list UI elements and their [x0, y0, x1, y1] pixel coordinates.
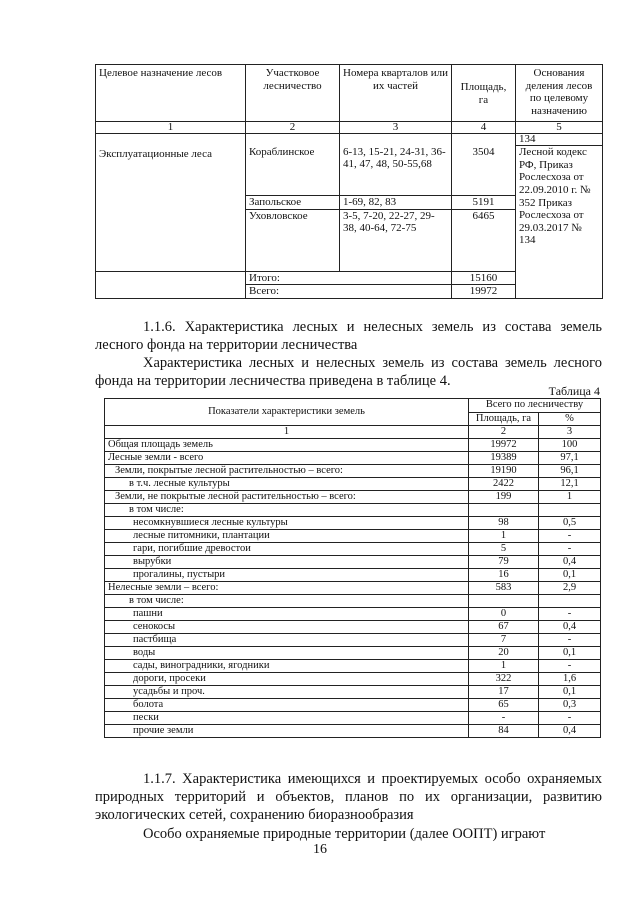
table-row	[105, 725, 601, 738]
row-percent	[539, 595, 601, 608]
division-basis: Лесной кодекс РФ, Приказ Рослесхоза от 22.09.2010 г. № 352 Приказ Рослесхоза от 29.03.2017 № 134	[516, 146, 603, 299]
row-area: 84	[469, 725, 539, 738]
land-characteristics-table	[104, 398, 601, 738]
column-number: 1	[96, 122, 246, 134]
table-row	[105, 595, 601, 608]
table-row	[105, 478, 601, 491]
quarter-numbers: 3-5, 7-20, 22-27, 29-38, 40-64, 72-75	[340, 209, 452, 271]
forest-category: Эксплуатационные леса	[96, 134, 246, 272]
row-percent: 1,6	[539, 673, 601, 686]
row-percent: 1	[539, 491, 601, 504]
table-row	[105, 660, 601, 673]
row-label: сады, виноградники, ягодники	[105, 660, 469, 673]
row-label: воды	[105, 647, 469, 660]
header-indicator: Показатели характеристики земель	[105, 399, 469, 426]
row-area	[469, 595, 539, 608]
table-row	[105, 556, 601, 569]
row-label: пастбища	[105, 634, 469, 647]
row-label: лесные питомники, плантации	[105, 530, 469, 543]
table-row	[105, 608, 601, 621]
row-area: 7	[469, 634, 539, 647]
row-percent: 0,3	[539, 699, 601, 712]
row-label: болота	[105, 699, 469, 712]
column-number: 3	[539, 426, 601, 439]
row-area: 0	[469, 608, 539, 621]
forest-purpose-table	[95, 64, 603, 299]
table-row	[105, 491, 601, 504]
header-group: Всего по лесничеству	[469, 399, 601, 413]
vsego-label: Всего:	[246, 285, 452, 299]
row-area: 16	[469, 569, 539, 582]
row-percent: -	[539, 530, 601, 543]
row-label: пашни	[105, 608, 469, 621]
quarter-numbers: 1-69, 82, 83	[340, 196, 452, 210]
table-row	[105, 634, 601, 647]
header-cell: Основания деления лесов по целевому назначению	[516, 65, 603, 122]
table-row	[105, 699, 601, 712]
column-number: 2	[469, 426, 539, 439]
row-percent: 96,1	[539, 465, 601, 478]
row-label: Лесные земли - всего	[105, 452, 469, 465]
section-heading-116: 1.1.6. Характеристика лесных и нелесных земель из состава земель лесного фонда на территории лесничества	[95, 319, 602, 353]
table-row	[105, 647, 601, 660]
row-percent	[539, 504, 601, 517]
row-label: Нелесные земли – всего:	[105, 582, 469, 595]
row-area: 19389	[469, 452, 539, 465]
row-label: Общая площадь земель	[105, 439, 469, 452]
table-row	[105, 712, 601, 725]
row-area: 2422	[469, 478, 539, 491]
section-text-116: Характеристика лесных и нелесных земель из состава земель лесного фонда на территории лесничества приведена в таблице 4.	[95, 355, 602, 389]
table-row	[105, 543, 601, 556]
row-area: 5	[469, 543, 539, 556]
header-cell: Целевое назначение лесов	[96, 65, 246, 122]
row-area: 98	[469, 517, 539, 530]
header-area: Площадь, га	[469, 412, 539, 426]
column-number-row	[105, 426, 601, 439]
row-area	[469, 504, 539, 517]
row-area: 199	[469, 491, 539, 504]
table-row	[96, 134, 603, 146]
row-percent: 0,1	[539, 686, 601, 699]
row-area: 322	[469, 673, 539, 686]
district-area: 5191	[452, 196, 516, 210]
row-percent: 0,1	[539, 569, 601, 582]
row-percent: -	[539, 660, 601, 673]
row-label: в том числе:	[105, 504, 469, 517]
row-label: усадьбы и проч.	[105, 686, 469, 699]
row-percent: 12,1	[539, 478, 601, 491]
header-cell: Участковое лесничество	[246, 65, 340, 122]
table-row	[105, 452, 601, 465]
row-label: сенокосы	[105, 621, 469, 634]
row-label: прогалины, пустыри	[105, 569, 469, 582]
section-text-117: Особо охраняемые природные территории (далее ООПТ) играют	[143, 826, 546, 842]
table-caption: Таблица 4	[548, 384, 600, 398]
column-number: 1	[105, 426, 469, 439]
row-percent: 100	[539, 439, 601, 452]
row-area: 17	[469, 686, 539, 699]
row-percent: 0,1	[539, 647, 601, 660]
row-label: Земли, покрытые лесной растительностью – всего:	[105, 465, 469, 478]
row-area: 19972	[469, 439, 539, 452]
row-percent: -	[539, 634, 601, 647]
column-number: 5	[516, 122, 603, 134]
row-percent: 0,4	[539, 621, 601, 634]
header-cell: Площадь, га	[452, 65, 516, 122]
row-area: 67	[469, 621, 539, 634]
row-area: 1	[469, 660, 539, 673]
row-area: 583	[469, 582, 539, 595]
row-percent: 0,4	[539, 556, 601, 569]
page-number: 16	[313, 842, 327, 857]
header-cell: Номера кварталов или их частей	[340, 65, 452, 122]
table-row	[105, 517, 601, 530]
row-label: гари, погибшие древостои	[105, 543, 469, 556]
district-area: 6465	[452, 209, 516, 271]
itogo-label: Итого:	[246, 271, 452, 285]
section-heading-117: 1.1.7. Характеристика имеющихся и проектируемых особо охраняемых природных территорий и объектов, планов по их организации, развитию экологических сетей, сохранению биоразнообразия	[95, 771, 602, 823]
quarter-numbers: 6-13, 15-21, 24-31, 36-41, 47, 48, 50-55,68	[340, 146, 452, 196]
table-row	[105, 504, 601, 517]
table-row	[105, 439, 601, 452]
vsego-value: 19972	[452, 285, 516, 299]
column-number: 3	[340, 122, 452, 134]
row-area: 79	[469, 556, 539, 569]
row-area: 1	[469, 530, 539, 543]
column-number-row	[96, 122, 603, 134]
column-number: 2	[246, 122, 340, 134]
table-row	[105, 530, 601, 543]
table-row	[105, 686, 601, 699]
district-name: Запольское	[246, 196, 340, 210]
extra-cell: 134	[516, 134, 603, 146]
row-label: пески	[105, 712, 469, 725]
row-area: -	[469, 712, 539, 725]
row-label: в т.ч. лесные культуры	[105, 478, 469, 491]
column-number: 4	[452, 122, 516, 134]
row-label: Земли, не покрытые лесной растительностью – всего:	[105, 491, 469, 504]
table-row	[105, 582, 601, 595]
table-row	[105, 465, 601, 478]
table-row	[105, 621, 601, 634]
row-label: дороги, просеки	[105, 673, 469, 686]
row-percent: 2,9	[539, 582, 601, 595]
row-percent: -	[539, 608, 601, 621]
row-label: вырубки	[105, 556, 469, 569]
district-name: Уховловское	[246, 209, 340, 271]
row-percent: 0,5	[539, 517, 601, 530]
row-label: несомкнувшиеся лесные культуры	[105, 517, 469, 530]
table-header-row	[96, 65, 603, 122]
row-area: 65	[469, 699, 539, 712]
row-percent: -	[539, 543, 601, 556]
district-name: Кораблинское	[246, 146, 340, 196]
row-label: в том числе:	[105, 595, 469, 608]
district-area: 3504	[452, 146, 516, 196]
table-header-row	[105, 399, 601, 413]
row-percent: 0,4	[539, 725, 601, 738]
row-label: прочие земли	[105, 725, 469, 738]
row-area: 20	[469, 647, 539, 660]
itogo-value: 15160	[452, 271, 516, 285]
row-percent: 97,1	[539, 452, 601, 465]
table-row	[105, 569, 601, 582]
row-area: 19190	[469, 465, 539, 478]
row-percent: -	[539, 712, 601, 725]
table-row	[105, 673, 601, 686]
header-percent: %	[539, 412, 601, 426]
